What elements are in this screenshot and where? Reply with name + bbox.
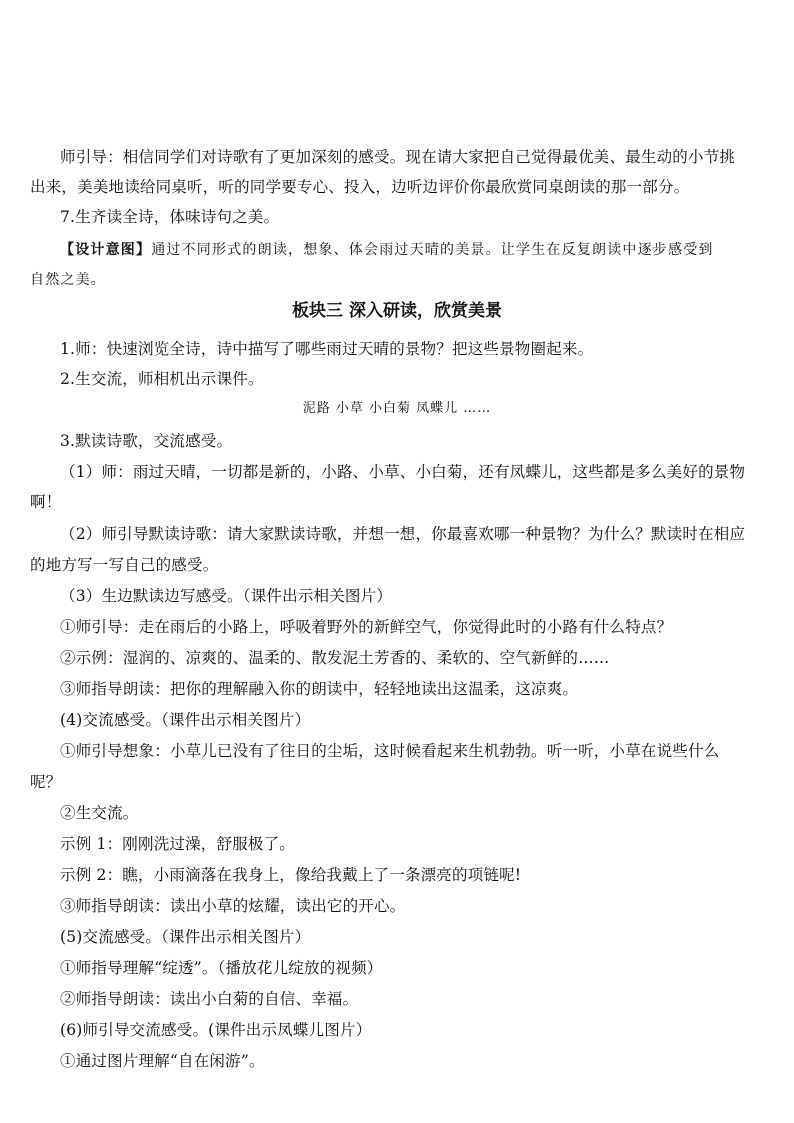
paragraph-line: 呢？ bbox=[30, 773, 62, 791]
paragraph-line: ③师指导朗读：把你的理解融入你的朗读中，轻轻地读出这温柔，这凉爽。 bbox=[60, 680, 579, 698]
design-intent-line: 自然之美。 bbox=[30, 272, 106, 288]
design-intent-label: 【设计意图】 bbox=[60, 242, 152, 258]
section-heading: 板块三 深入研读，欣赏美景 bbox=[292, 301, 502, 321]
design-intent-text: 通过不同形式的朗读，想象、体会雨过天晴的美景。让学生在反复朗读中逐步感受到 bbox=[151, 242, 714, 258]
paragraph-line: 师引导：相信同学们对诗歌有了更加深刻的感受。现在请大家把自己觉得最优美、最生动的小节挑 bbox=[60, 148, 736, 166]
paragraph-line: 出来，美美地读给同桌听，听的同学要专心、投入，边听边评价你最欣赏同桌朗读的那一部分。 bbox=[30, 178, 690, 196]
scenery-list: 泥路 小草 小白菊 凤蝶儿 …… bbox=[302, 401, 492, 416]
paragraph-line: ②师指导朗读：读出小白菊的自信、幸福。 bbox=[60, 990, 359, 1008]
paragraph-line: ①师引导想象：小草儿已没有了往日的尘垢，这时候看起来生机勃勃。听一听，小草在说些什么 bbox=[60, 742, 720, 760]
paragraph-line: ①师引导：走在雨后的小路上，呼吸着野外的新鲜空气，你觉得此时的小路有什么特点？ bbox=[60, 618, 673, 636]
paragraph-line: （3）生边默读边写感受。（课件出示相关图片） bbox=[60, 587, 393, 605]
paragraph-line: 示例 2：瞧，小雨滴落在我身上，像给我戴上了一条漂亮的项链呢! bbox=[60, 866, 522, 884]
paragraph-line: (4)交流感受。（课件出示相关图片） bbox=[60, 711, 311, 729]
paragraph-line: 1.师：快速浏览全诗，诗中描写了哪些雨过天晴的景物？把这些景物圈起来。 bbox=[60, 340, 594, 358]
paragraph-line: ③师指导朗读：读出小草的炫耀，读出它的开心。 bbox=[60, 897, 406, 915]
paragraph-line: (6)师引导交流感受。(课件出示凤蝶儿图片） bbox=[60, 1021, 372, 1039]
paragraph-line: ②生交流。 bbox=[60, 804, 139, 822]
paragraph-line: 7.生齐读全诗，体味诗句之美。 bbox=[60, 208, 280, 226]
paragraph-line: 啊！ bbox=[30, 493, 62, 511]
paragraph-line: （2）师引导默读诗歌：请大家默读诗歌，并想一想，你最喜欢哪一种景物？为什么？默读时在相应 bbox=[60, 525, 746, 543]
paragraph-line: ①师指导理解“绽透”。（播放花儿绽放的视频） bbox=[60, 959, 383, 977]
paragraph-line: 3.默读诗歌，交流感受。 bbox=[60, 432, 233, 450]
paragraph-line: 示例 1：刚刚洗过澡，舒服极了。 bbox=[60, 835, 295, 853]
paragraph-line: ②示例：湿润的、凉爽的、温柔的、散发泥土芳香的、柔软的、空气新鲜的…… bbox=[60, 649, 610, 667]
paragraph-line: （1）师：雨过天晴，一切都是新的，小路、小草、小白菊，还有凤蝶儿，这些都是多么美好的景物 bbox=[60, 463, 746, 481]
design-intent-line bbox=[60, 240, 764, 260]
paragraph-line: 的地方写一写自己的感受。 bbox=[30, 556, 219, 574]
paragraph-line: 2.生交流，师相机出示课件。 bbox=[60, 370, 264, 388]
paragraph-line: ①通过图片理解“自在闲游”。 bbox=[60, 1052, 265, 1070]
paragraph-line: (5)交流感受。（课件出示相关图片） bbox=[60, 928, 311, 946]
